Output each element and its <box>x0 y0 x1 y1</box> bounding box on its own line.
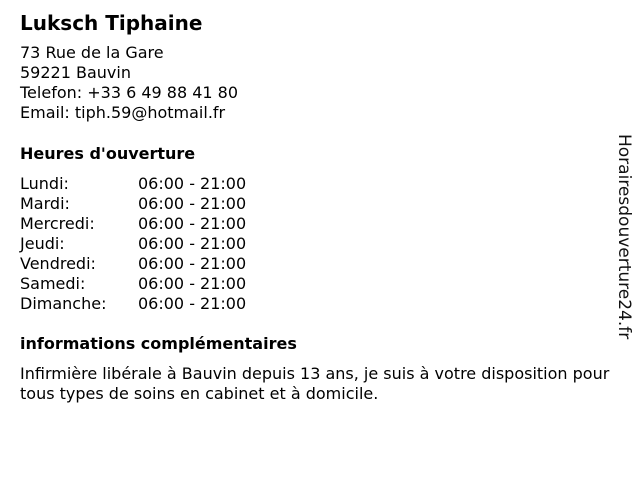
time-range: 06:00 - 21:00 <box>138 234 247 253</box>
address-street: 73 Rue de la Gare <box>20 43 164 62</box>
email-address: Email: tiph.59@hotmail.fr <box>20 103 226 122</box>
time-range: 06:00 - 21:00 <box>138 174 247 193</box>
day-label: Jeudi: <box>20 234 65 253</box>
opening-hours-table <box>20 174 320 314</box>
hours-row <box>20 214 320 234</box>
time-range: 06:00 - 21:00 <box>138 254 247 273</box>
day-label: Lundi: <box>20 174 69 193</box>
hours-row <box>20 174 320 194</box>
time-range: 06:00 - 21:00 <box>138 294 247 313</box>
day-label: Mercredi: <box>20 214 95 233</box>
hours-row <box>20 194 320 214</box>
address-city: 59221 Bauvin <box>20 63 131 82</box>
phone-number: Telefon: +33 6 49 88 41 80 <box>20 83 239 102</box>
day-label: Samedi: <box>20 274 86 293</box>
hours-row <box>20 294 320 314</box>
day-label: Dimanche: <box>20 294 107 313</box>
day-label: Mardi: <box>20 194 70 213</box>
additional-info-heading: informations complémentaires <box>20 334 297 353</box>
contact-block <box>20 43 238 123</box>
business-name: Luksch Tiphaine <box>20 11 203 35</box>
time-range: 06:00 - 21:00 <box>138 214 247 233</box>
day-label: Vendredi: <box>20 254 96 273</box>
time-range: 06:00 - 21:00 <box>138 274 247 293</box>
hours-row <box>20 254 320 274</box>
hours-row <box>20 234 320 254</box>
site-watermark: Horairesdouverture24.fr <box>614 134 634 340</box>
hours-row <box>20 274 320 294</box>
additional-info-text: Infirmière libérale à Bauvin depuis 13 ans, je suis à votre disposition pour tous types de soins en cabinet et à domicile. <box>20 364 610 403</box>
time-range: 06:00 - 21:00 <box>138 194 247 213</box>
opening-hours-heading: Heures d'ouverture <box>20 144 196 163</box>
